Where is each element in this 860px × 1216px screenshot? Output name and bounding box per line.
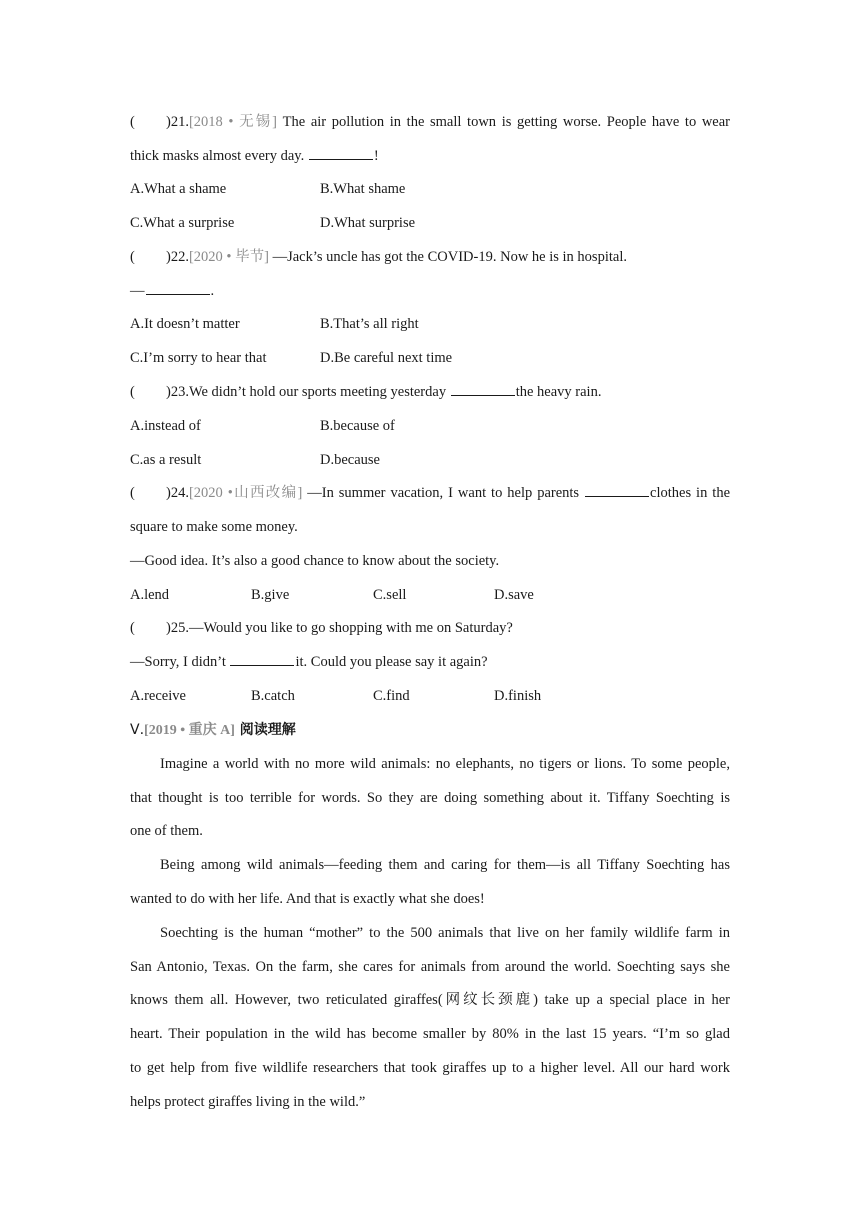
question-22-line-1 <box>130 247 730 267</box>
option-a: A.lend <box>130 587 170 603</box>
response-dash: — <box>130 283 145 299</box>
answer-paren: ( <box>130 249 135 265</box>
option-d: D.What surprise <box>320 215 416 231</box>
question-number: )22. <box>166 249 189 265</box>
passage-line: Imagine a world with no more wild animals: no elephants, no tigers or lions. To some people, <box>160 756 730 772</box>
option-d: D.Be careful next time <box>320 350 453 366</box>
option-a: A.instead of <box>130 418 201 434</box>
section-heading <box>130 720 730 740</box>
options-row <box>130 348 730 368</box>
question-22-line-2 <box>130 281 730 301</box>
section-numeral: Ⅴ. <box>130 722 145 738</box>
option-c: C.What a surprise <box>130 215 235 231</box>
question-number: )23. <box>166 384 189 400</box>
option-a: A.What a shame <box>130 181 227 197</box>
question-number: )25. <box>166 620 189 636</box>
question-24-line-2 <box>130 517 730 537</box>
question-text: the heavy rain. <box>515 384 602 400</box>
options-row <box>130 213 730 233</box>
question-25-line-1 <box>130 618 730 638</box>
question-text: it. Could you please say it again? <box>295 654 488 670</box>
answer-blank <box>146 281 210 295</box>
answer-paren: ( <box>130 114 135 130</box>
question-number: )24. <box>166 485 189 501</box>
options-row <box>130 585 730 605</box>
option-c: C.as a result <box>130 452 202 468</box>
option-d: D.finish <box>494 688 542 704</box>
option-d: D.because <box>320 452 380 468</box>
options-row <box>130 686 730 706</box>
question-text: clothes in the <box>650 485 730 501</box>
option-c: C.find <box>373 688 410 704</box>
option-b: B.give <box>251 587 290 603</box>
option-b: B.That’s all right <box>320 316 419 332</box>
question-source: [2020 • 毕节] <box>188 249 269 265</box>
option-c: C.I’m sorry to hear that <box>130 350 267 366</box>
passage-line: to get help from five wildlife researchers that took giraffes up to a higher level. All our hard work <box>130 1060 730 1076</box>
question-23-line-1 <box>130 382 730 402</box>
answer-blank <box>585 483 649 497</box>
option-a: A.It doesn’t matter <box>130 316 240 332</box>
option-c: C.sell <box>373 587 407 603</box>
answer-blank <box>451 382 515 396</box>
question-25-line-2 <box>130 652 730 672</box>
option-d: D.save <box>494 587 534 603</box>
option-b: B.because of <box>320 418 395 434</box>
question-text: —Sorry, I didn’t <box>130 654 230 670</box>
options-row <box>130 179 730 199</box>
passage-line: that thought is too terrible for words. So they are doing something about it. Tiffany Soechting is <box>130 790 730 806</box>
answer-paren: ( <box>130 620 135 636</box>
options-row <box>130 450 730 470</box>
answer-blank <box>309 146 373 160</box>
passage-line: wanted to do with her life. And that is exactly what she does! <box>130 891 485 907</box>
question-text: square to make some money. <box>130 519 298 535</box>
option-b: B.catch <box>251 688 295 704</box>
question-end: . <box>210 283 215 299</box>
section-source: [2019 • 重庆 A] <box>144 723 235 738</box>
question-text: We didn’t hold our sports meeting yesterday <box>188 384 450 400</box>
passage-line: helps protect giraffes living in the wild.” <box>130 1094 366 1110</box>
options-row <box>130 416 730 436</box>
question-number: )21. <box>166 114 189 130</box>
question-text: —Jack’s uncle has got the COVID-19. Now he is in hospital. <box>268 249 627 265</box>
passage-line: San Antonio, Texas. On the farm, she cares for animals from around the world. Soechting says she <box>130 959 730 975</box>
answer-paren: ( <box>130 384 135 400</box>
question-text: thick masks almost every day. <box>130 148 305 164</box>
options-row <box>130 314 730 334</box>
question-text: The air pollution in the small town is getting worse. People have to wear <box>277 114 730 130</box>
option-a: A.receive <box>130 688 186 704</box>
question-source: [2020 •山西改编] <box>188 485 303 501</box>
question-text: —Good idea. It’s also a good chance to know about the society. <box>130 553 500 569</box>
passage-line: knows them all. However, two reticulated giraffes(网纹长颈鹿) take up a special place in her <box>130 992 730 1008</box>
question-21-line-1 <box>130 112 730 132</box>
answer-blank <box>230 652 294 666</box>
passage-line: heart. Their population in the wild has become smaller by 80% in the last 15 years. “I’m so glad <box>130 1026 730 1042</box>
question-24-line-1 <box>130 483 730 503</box>
question-21-line-2 <box>130 146 730 166</box>
passage-line: one of them. <box>130 823 203 839</box>
section-title: 阅读理解 <box>234 722 296 738</box>
answer-paren: ( <box>130 485 135 501</box>
question-24-line-3 <box>130 551 730 571</box>
question-text: —In summer vacation, I want to help parents <box>302 485 585 501</box>
question-text: —Would you like to go shopping with me on Saturday? <box>188 620 513 636</box>
option-b: B.What shame <box>320 181 406 197</box>
passage-line: Soechting is the human “mother” to the 500 animals that live on her family wildlife farm in <box>160 925 730 941</box>
passage-line: Being among wild animals—feeding them and caring for them—is all Tiffany Soechting has <box>160 857 730 873</box>
question-end: ! <box>373 148 379 164</box>
question-source: [2018 • 无锡] <box>188 114 277 130</box>
